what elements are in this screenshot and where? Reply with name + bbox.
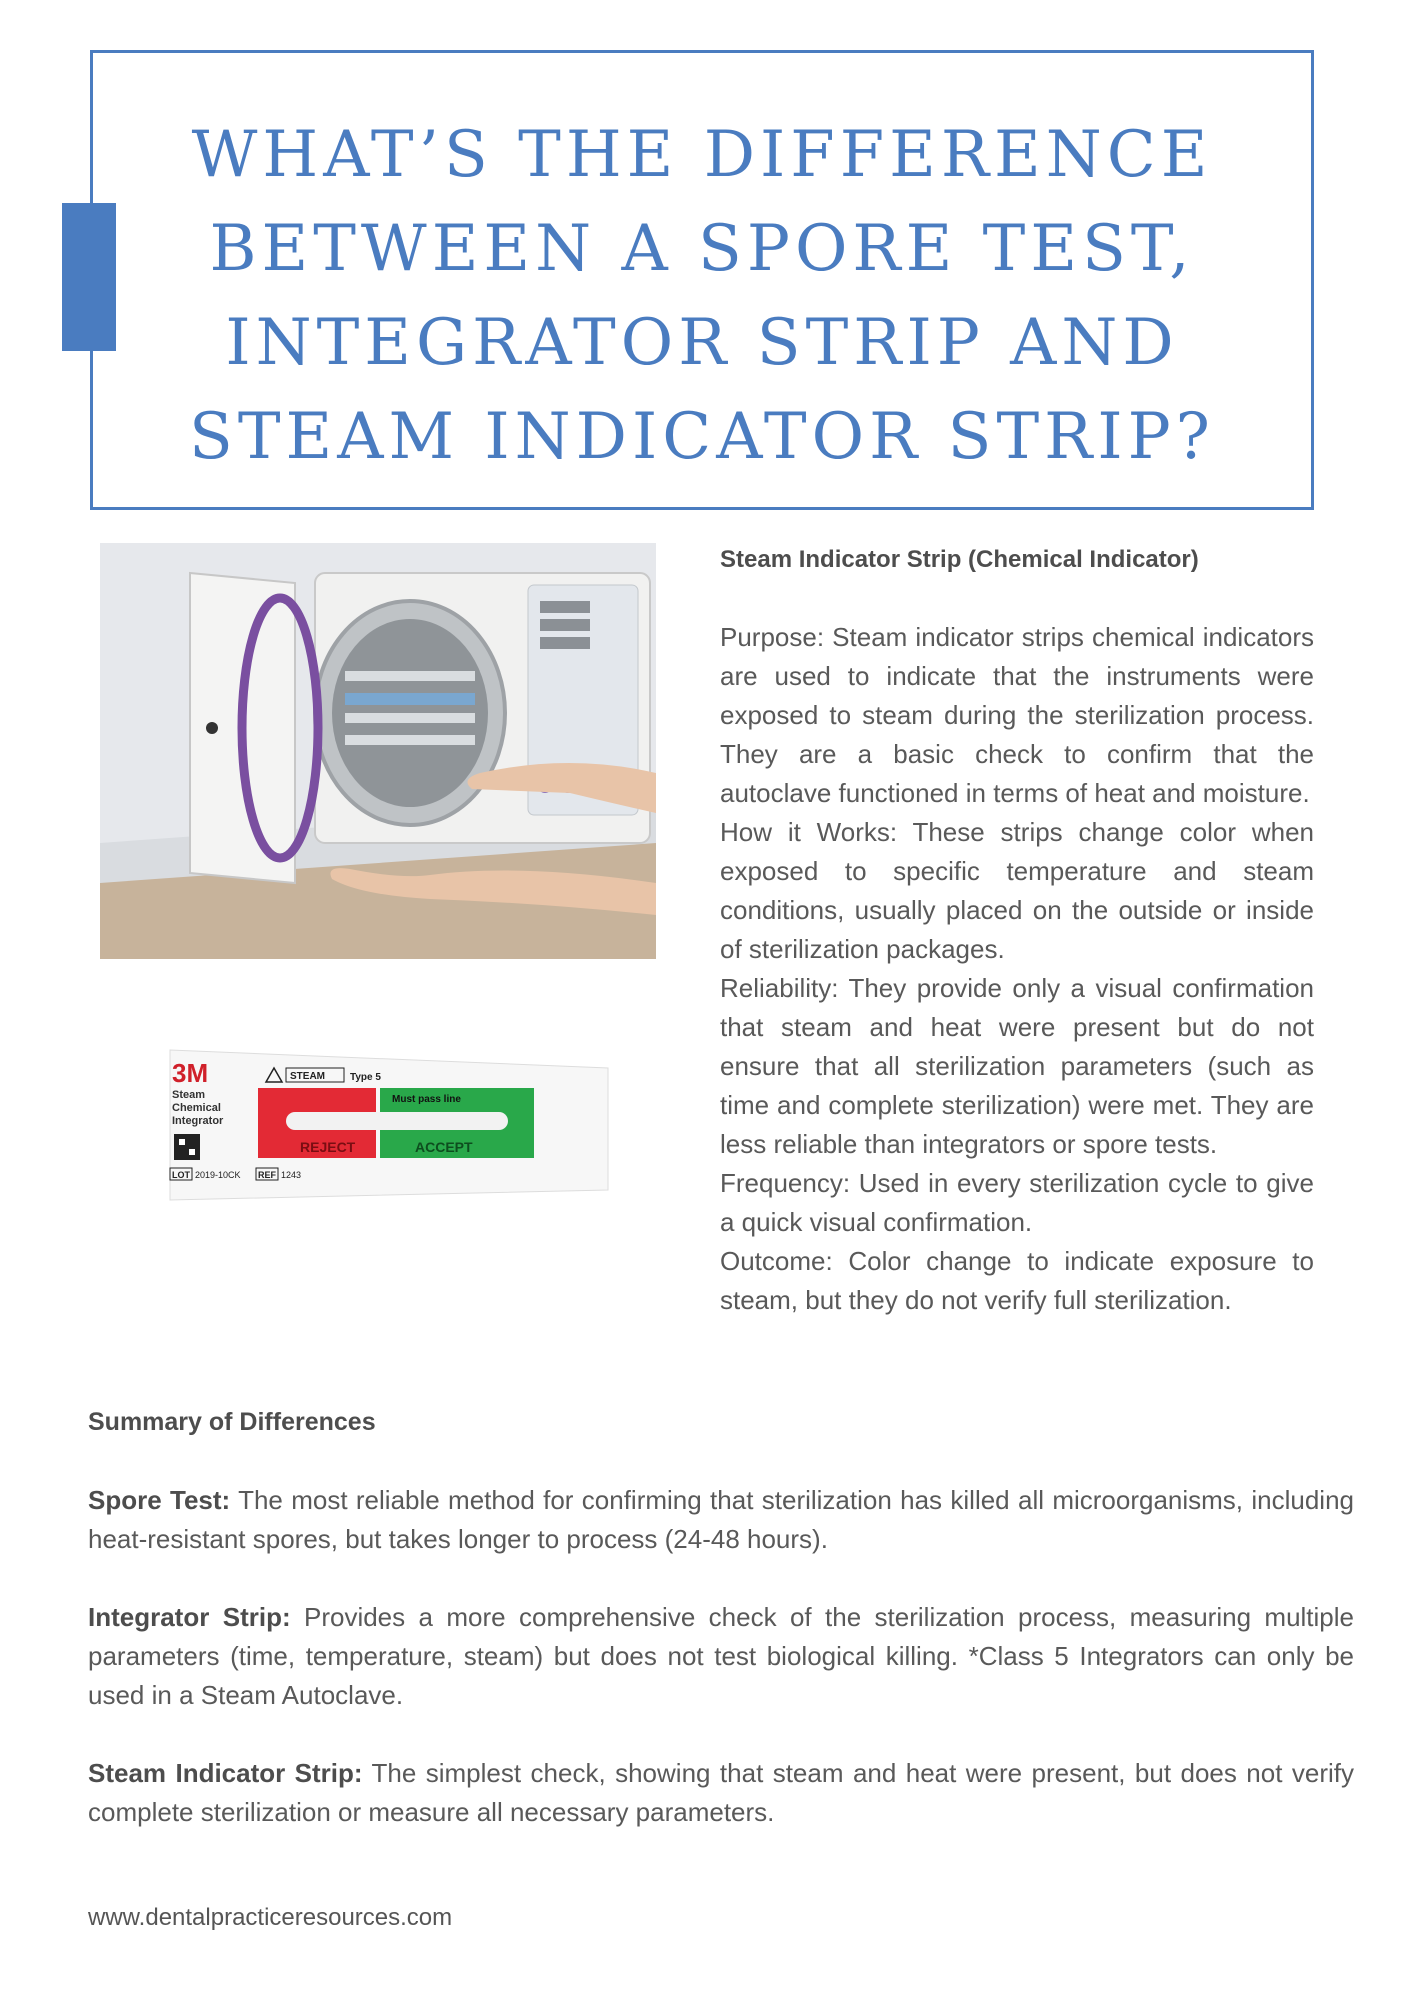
footer-website-link[interactable]: www.dentalpracticeresources.com <box>88 1904 453 1931</box>
frequency-paragraph: Frequency: Used in every sterilization cycle to give a quick visual confirmation. <box>720 1168 1314 1237</box>
summary-heading: Summary of Differences <box>88 1408 376 1436</box>
how-it-works-paragraph: How it Works: These strips change color when exposed to specific temperature and steam conditions, usually placed on the outside or inside of sterilization packages. <box>720 817 1314 964</box>
autoclave-photo <box>100 543 656 959</box>
page-title: WHAT’S THE DIFFERENCE BETWEEN A SPORE TEST, INTEGRATOR STRIP AND STEAM INDICATOR STRIP? <box>189 118 1215 474</box>
brand-3m: 3M <box>172 1058 209 1088</box>
summary-list <box>88 1481 1354 1871</box>
strip-name-line-1: Steam <box>172 1089 206 1101</box>
accept-label: ACCEPT <box>415 1139 473 1155</box>
ref-value: 1243 <box>281 1170 302 1180</box>
purpose-paragraph: Purpose: Steam indicator strips chemical indicators are used to indicate that the instruments were exposed to steam during the sterilization process. They are a basic check to confirm that the autoclave functioned in terms of heat and moisture. <box>720 622 1314 808</box>
title-accent-bar <box>62 203 116 351</box>
summary-item-integrator-strip <box>88 1598 1354 1715</box>
summary-item-label: Integrator Strip: <box>88 1602 291 1632</box>
strip-name-line-3: Integrator <box>172 1115 224 1127</box>
reject-label: REJECT <box>300 1139 356 1155</box>
reliability-paragraph: Reliability: They provide only a visual confirmation that steam and heat were present but do not ensure that all sterilization parameters (such as time and complete sterilization) were met. They are less reliable than integrators or spore tests. <box>720 973 1314 1159</box>
steam-indicator-section <box>720 540 1314 1320</box>
summary-item-label: Spore Test: <box>88 1485 231 1515</box>
summary-item-steam-indicator-strip <box>88 1754 1354 1832</box>
steam-label: STEAM <box>290 1071 325 1082</box>
summary-item-spore-test <box>88 1481 1354 1559</box>
summary-item-label: Steam Indicator Strip: <box>88 1758 363 1788</box>
qr-code-icon <box>174 1134 200 1160</box>
ref-label: REF <box>258 1170 276 1180</box>
must-pass-line-label: Must pass line <box>392 1094 461 1105</box>
steam-integrator-strip-image <box>160 1040 610 1208</box>
summary-item-text: The simplest check, showing that steam and heat were present, but does not verify complete sterilization or measure all necessary parameters. <box>88 1758 1354 1827</box>
summary-item-text: Provides a more comprehensive check of the sterilization process, measuring multiple parameters (time, temperature, steam) but does not test biological killing. *Class 5 Integrators can only be used in a Steam Autoclave. <box>88 1602 1354 1710</box>
section-heading: Steam Indicator Strip (Chemical Indicator) <box>720 546 1199 573</box>
strip-name-line-2: Chemical <box>172 1102 221 1114</box>
summary-item-text: The most reliable method for confirming that sterilization has killed all microorganisms, including heat-resistant spores, but takes longer to process (24-48 hours). <box>88 1485 1354 1554</box>
type-label: Type 5 <box>350 1072 381 1083</box>
lot-value: 2019-10CK <box>195 1170 241 1180</box>
lot-label: LOT <box>172 1170 190 1180</box>
outcome-paragraph: Outcome: Color change to indicate exposure to steam, but they do not verify full sterilization. <box>720 1246 1314 1315</box>
